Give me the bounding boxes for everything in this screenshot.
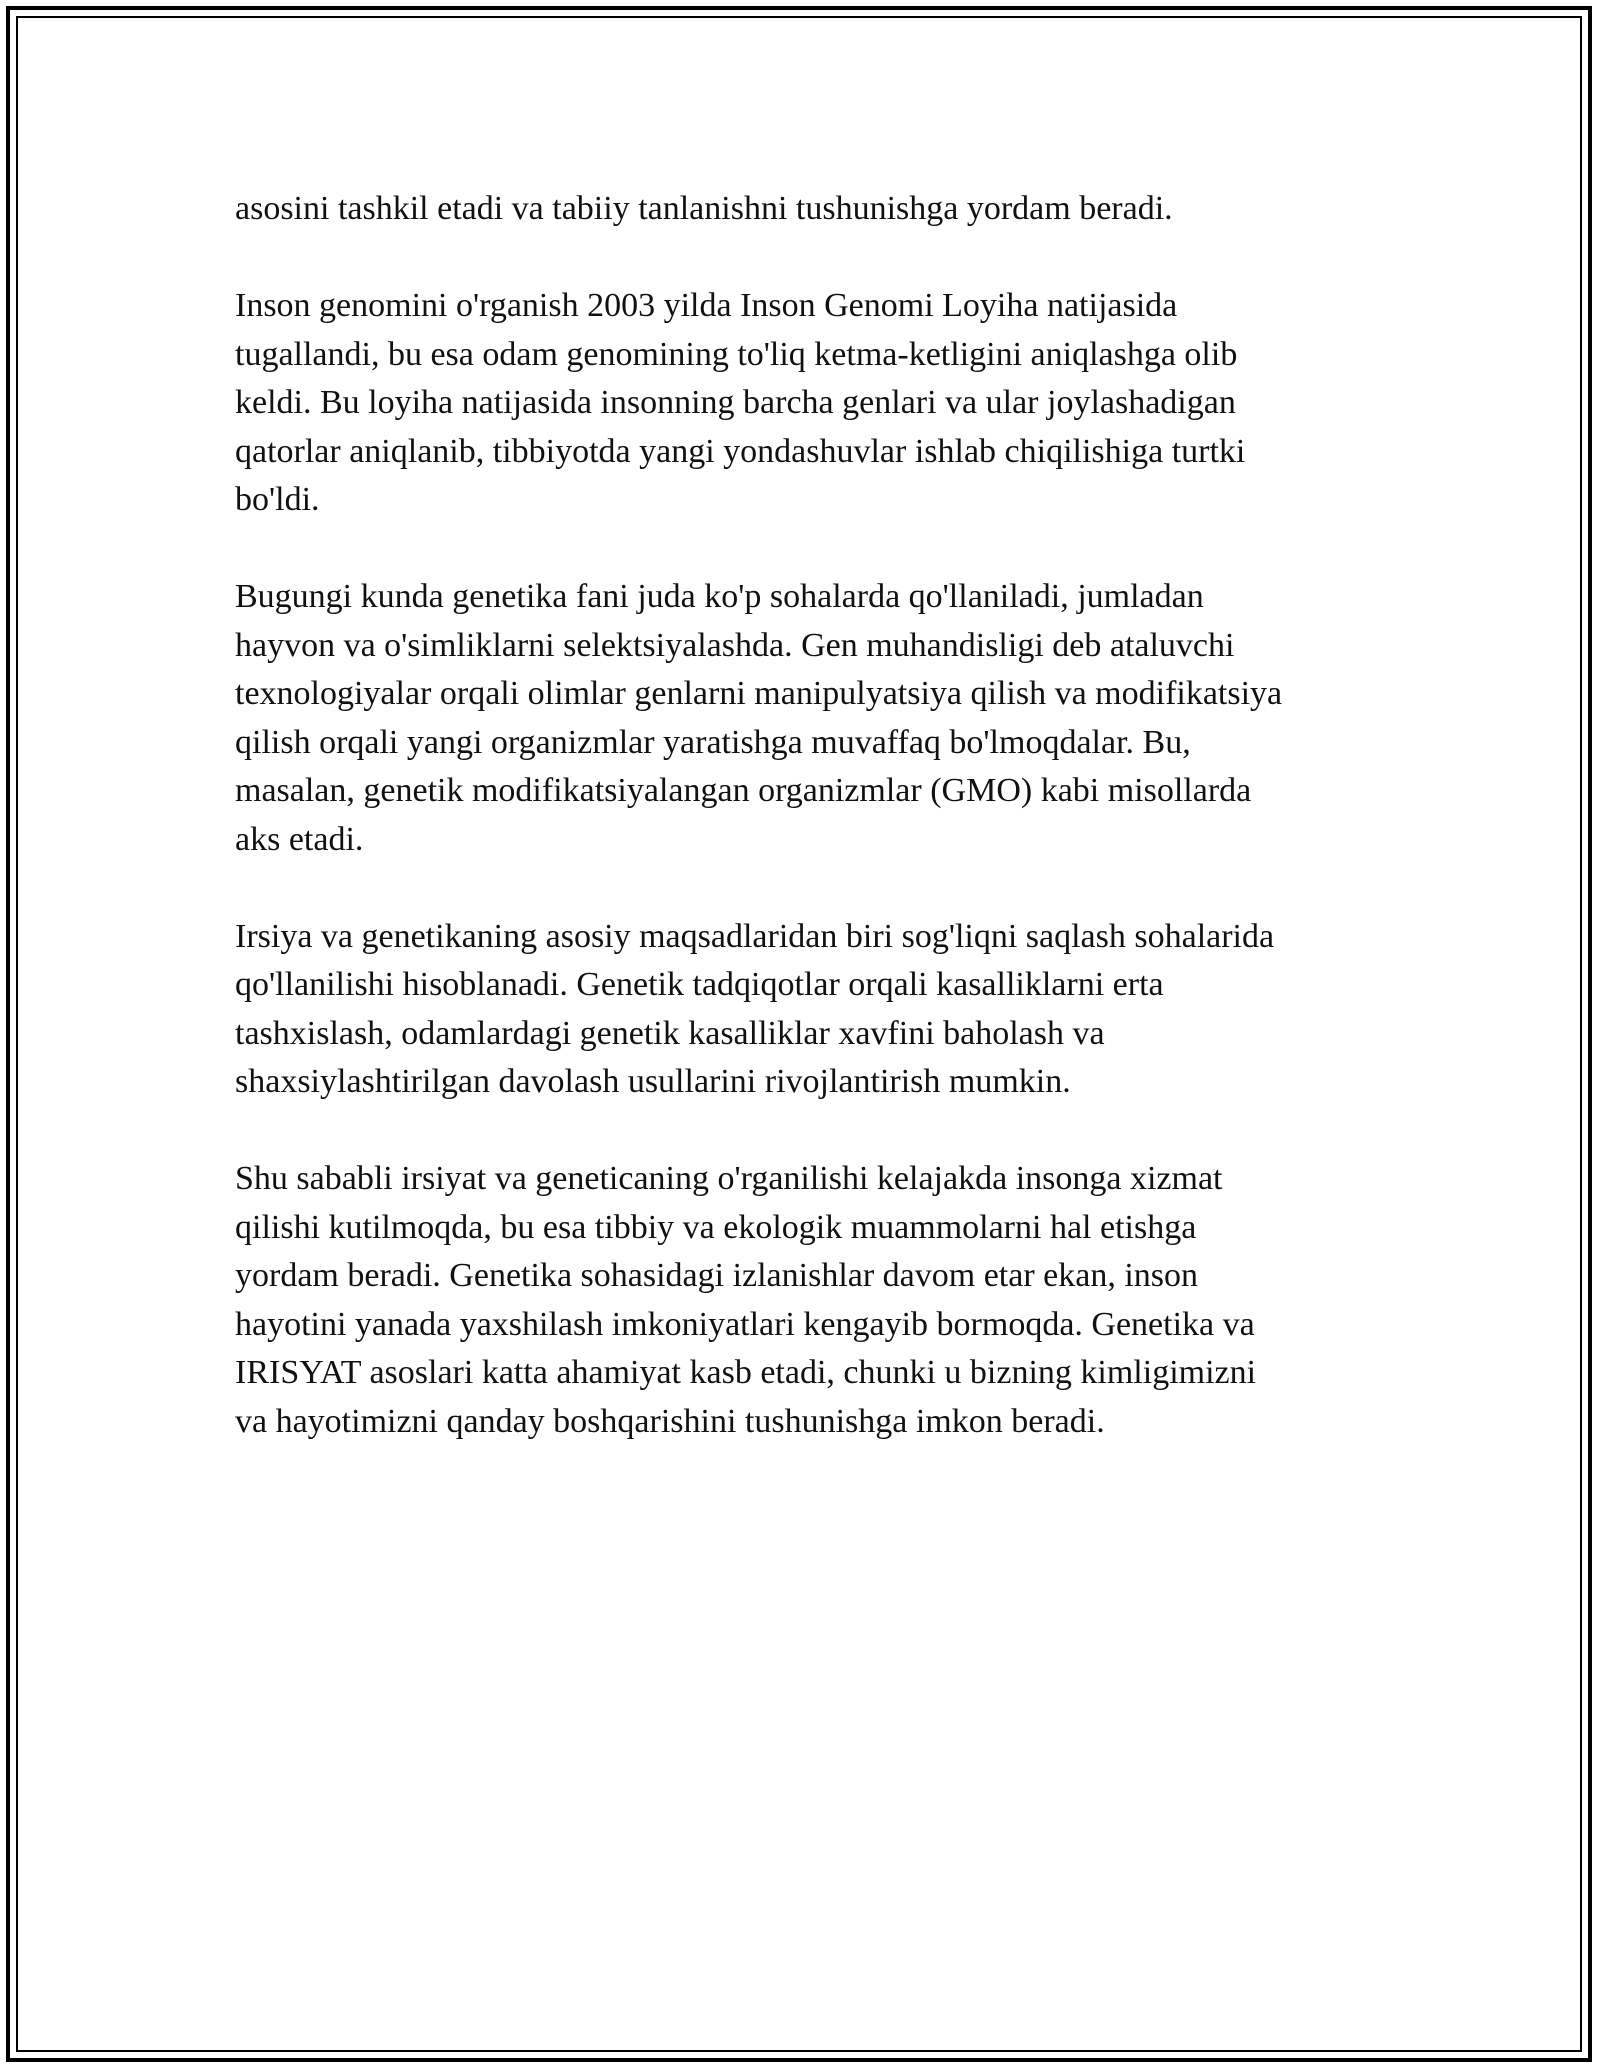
text-line: asosini tashkil etadi va tabiiy tanlanishni tushunishga yordam beradi. — [235, 190, 1173, 227]
paragraph — [235, 573, 1385, 864]
paragraph — [235, 1155, 1385, 1446]
text-line: va hayotimizni qanday boshqarishini tushunishga imkon beradi. — [235, 1402, 1105, 1440]
text-line: hayvon va o'simliklarni selektsiyalashda. Gen muhandisligi deb ataluvchi — [235, 626, 1235, 664]
text-line: qilishi kutilmoqda, bu esa tibbiy va ekologik muammolarni hal etishga — [235, 1208, 1197, 1246]
text-line: Inson genomini o'rganish 2003 yilda Inson Genomi Loyiha natijasida — [235, 287, 1178, 324]
text-line: shaxsiylashtirilgan davolash usullarini rivojlantirish mumkin. — [235, 1063, 1071, 1100]
paragraph — [235, 185, 1385, 234]
text-line: qilish orqali yangi organizmlar yaratishga muvaffaq bo'lmoqdalar. Bu, — [235, 723, 1191, 761]
text-line: qatorlar aniqlanib, tibbiyotda yangi yondashuvlar ishlab chiqilishiga turtki — [235, 432, 1246, 470]
paragraph — [235, 282, 1385, 525]
text-line: keldi. Bu loyiha natijasida insonning barcha genlari va ular joylashadigan — [235, 384, 1236, 421]
document-body — [235, 185, 1385, 1495]
paragraph — [235, 913, 1385, 1107]
text-line: hayotini yanada yaxshilash imkoniyatlari kengayib bormoqda. Genetika va — [235, 1305, 1255, 1343]
text-line: bo'ldi. — [235, 481, 320, 518]
text-line: Irsiya va genetikaning asosiy maqsadlaridan biri sog'liqni saqlash sohalarida — [235, 917, 1275, 955]
text-line: Shu sababli irsiyat va geneticaning o'rganilishi kelajakda insonga xizmat — [235, 1160, 1223, 1197]
text-line: masalan, genetik modifikatsiyalangan organizmlar (GMO) kabi misollarda — [235, 772, 1252, 809]
text-line: aks etadi. — [235, 820, 364, 858]
text-line: tugallandi, bu esa odam genomining to'liq ketma-ketligini aniqlashga olib — [235, 335, 1238, 373]
text-line: texnologiyalar orqali olimlar genlarni manipulyatsiya qilish va modifikatsiya — [235, 675, 1283, 712]
text-line: Bugungi kunda genetika fani juda ko'p sohalarda qo'llaniladi, jumladan — [235, 578, 1204, 615]
text-line: yordam beradi. Genetika sohasidagi izlanishlar davom etar ekan, inson — [235, 1257, 1199, 1294]
text-line: tashxislash, odamlardagi genetik kasalliklar xavfini baholash va — [235, 1014, 1105, 1052]
text-line: IRISYAT asoslari katta ahamiyat kasb etadi, chunki u bizning kimligimizni — [235, 1354, 1257, 1391]
text-line: qo'llanilishi hisoblanadi. Genetik tadqiqotlar orqali kasalliklarni erta — [235, 966, 1164, 1003]
